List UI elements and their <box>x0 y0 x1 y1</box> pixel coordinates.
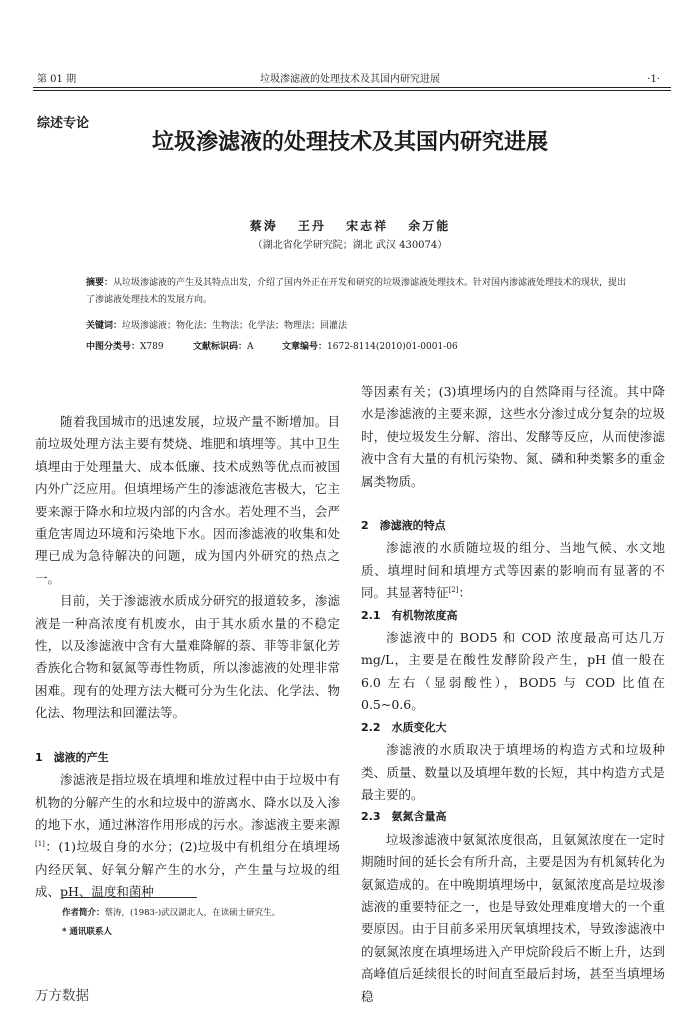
paragraph: 目前，关于渗滤液水质成分研究的报道较多，渗滤液是一种高浓度有机废水，由于其水质水量的不稳定性，以及渗滤液中含有大量难降解的萘、菲等非氯化芳香族化合物和氨氮等毒性物质，所以渗滤液的处理非常困难。现有的处理方法大概可分为生化法、化学法、物化法、物理法和回灌法等。 <box>35 593 340 721</box>
paragraph: 渗滤液是指垃圾在填埋和堆放过程中由于垃圾中有机物的分解产生的水和垃圾中的游离水、降水以及入渗的地下水，通过淋溶作用形成的污水。渗滤液主要来源[1]：(1)垃圾自身的水分；(2)垃圾中有机组分在填埋场内经厌氧、好氧分解产生的水分，产生量与垃圾的组成、pH、温度和菌种 <box>35 772 340 900</box>
authors: 蔡涛 王丹 宋志祥 余万能 <box>249 219 451 233</box>
page-number: ·1· <box>647 74 660 85</box>
abstract-label: 摘要： <box>86 278 114 288</box>
paragraph: 渗滤液中的 BOD5 和 COD 浓度最高可达几万 mg/L，主要是在酸性发酵阶段产生，pH 值一般在 6.0 左右（显弱酸性），BOD5 与 COD 比值在 0.5~0.6。 <box>361 630 665 713</box>
watermark: 万方数据 <box>35 988 89 1004</box>
running-title: 垃圾渗滤液的处理技术及其国内研究进展 <box>260 74 440 85</box>
footnote-rule <box>62 897 197 898</box>
section-heading-2: 2 渗滤液的特点 <box>361 519 446 533</box>
left-column <box>35 411 340 904</box>
keywords <box>86 318 347 331</box>
paragraph: 垃圾渗滤液中氨氮浓度很高，且氨氮浓度在一定时期随时间的延长会有所升高，主要是因为有机氮转化为氨氮造成的。在中晚期填埋场中，氨氮浓度高是垃圾渗滤液的重要特征之一，也是导致处理难度增大的一个重要原因。由于目前多采用厌氧填埋技术，导致渗滤液中的氨氮浓度在填埋场进入产甲烷阶段后不断上升，达到高峰值后延续很长的时间直至最后封场，甚至当填埋场稳 <box>361 831 665 1004</box>
issue-number: 第 01 期 <box>37 74 77 85</box>
document-code: 文献标识码：A <box>193 342 254 352</box>
section-label: 综述专论 <box>37 116 90 131</box>
section-heading-2-2: 2.2 水质变化大 <box>361 720 447 734</box>
clc-number: 中图分类号：X789 <box>86 342 164 352</box>
paragraph: 渗滤液的水质取决于填埋场的构造方式和垃圾种类、质量、数量以及填埋年数的长短，其中构造方式是最主要的。 <box>361 742 665 802</box>
right-column <box>361 381 665 1008</box>
abstract <box>86 275 634 309</box>
header-rule-thin <box>33 90 671 91</box>
article-id: 文章编号：1672-8114(2010)01-0001-06 <box>282 342 458 352</box>
keywords-text: 垃圾渗滤液；物化法；生物法；化学法；物理法；回灌法 <box>122 321 348 331</box>
abstract-text: 从垃圾渗滤液的产生及其特点出发，介绍了国内外正在开发和研究的垃圾渗滤液处理技术。针对国内渗滤液处理技术的现状，提出了渗滤液处理技术的发展方向。 <box>86 278 627 305</box>
section-heading-2-1: 2.1 有机物浓度高 <box>361 608 458 622</box>
header-rule <box>33 87 671 88</box>
citation-ref: [1] <box>35 840 45 849</box>
citation-ref: [2] <box>448 586 459 595</box>
author-bio: 作者简介：蔡涛，(1983-)武汉湖北人，在读硕士研究生。 <box>62 908 281 918</box>
corresponding-author-note: * 通讯联系人 <box>62 927 112 937</box>
paragraph: 等因素有关；(3)填埋场内的自然降雨与径流。其中降水是渗滤液的主要来源，这些水分渗过成分复杂的垃圾时，使垃圾发生分解、溶出、发酵等反应，从而使渗滤液中含有大量的有机污染物、氮、磷和种类繁多的重金属类物质。 <box>361 384 665 489</box>
affiliation: （湖北省化学研究院；湖北 武汉 430074） <box>252 240 448 251</box>
section-heading-1: 1 滤液的产生 <box>35 750 109 764</box>
article-title: 垃圾渗滤液的处理技术及其国内研究进展 <box>151 130 548 155</box>
paragraph: 随着我国城市的迅速发展，垃圾产量不断增加。目前垃圾处理方法主要有焚烧、堆肥和填埋等。其中卫生填埋由于处理量大、成本低廉、技术成熟等优点而被国内外广泛应用。但填埋场产生的渗滤液危害极大，它主要来源于降水和垃圾内部的内含水。若处理不当，会严重危害周边环境和污染地下水。因而渗滤液的收集和处理已成为急待解决的问题，成为国内外研究的热点之一。 <box>35 414 340 586</box>
paragraph: 渗滤液的水质随垃圾的组分、当地气候、水文地质、填埋时间和填埋方式等因素的影响而有显著的不同。其显著特征[2]： <box>361 540 665 601</box>
section-heading-2-3: 2.3 氨氮含量高 <box>361 810 447 824</box>
keywords-label: 关键词： <box>86 321 123 331</box>
